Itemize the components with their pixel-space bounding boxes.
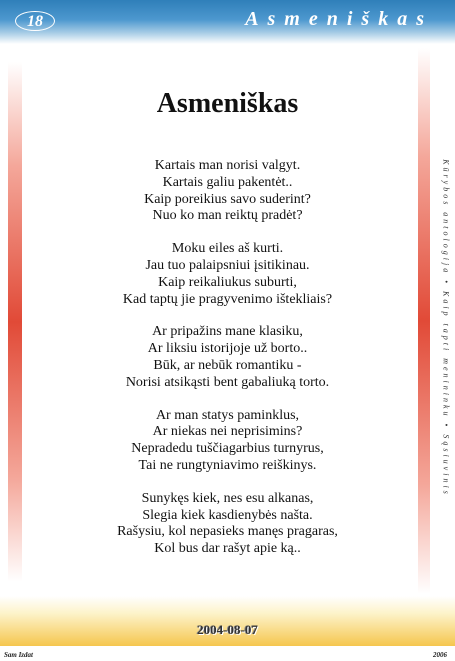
publisher-label: Sam Izdat [4,651,33,659]
poem-line: Ar liksiu istorijoje už borto.. [147,341,308,357]
poem-line: Ar man statys paminklus, [155,407,300,423]
poem-line: Nuo ko man reiktų pradėt? [152,208,303,224]
stanza [40,158,415,225]
poem-line: Sunykęs kiek, nes esu alkanas, [141,490,314,506]
header-title: Asmeniškas [245,8,433,30]
poem-line: Kartais galiu pakentėt.. [162,174,293,190]
header-bar [0,0,455,44]
side-vertical-text: Kūrybos antologija • Kaip tapti menininku • Sąsiuvinis [441,159,451,497]
poem-line: Kartais man norisi valgyt. [154,158,301,173]
poem-line: Jau tuo palaipsniui įsitikinau. [145,257,310,273]
poem-line: Kaip poreikius savo suderint? [144,191,311,207]
poem-line: Kad taptų jie pragyvenimo ištekliais? [122,291,333,307]
poem-line: Slegia kiek kasdienybės našta. [142,507,313,523]
poem-line: Kol bus dar rašyt apie ką.. [154,541,301,557]
left-decorative-bar [8,62,22,582]
stanza [40,491,415,558]
stanza [40,408,415,475]
poem-line: Būk, ar nebūk romantiku - [153,357,302,373]
page-number-badge: 18 [15,11,55,31]
poem-line: Ar pripažins mane klasiku, [152,324,303,340]
right-decorative-bar [418,48,430,594]
poem-body [40,158,415,574]
footer-bar [0,596,455,646]
stanza [40,324,415,391]
poem-line: Ar niekas nei neprisimins? [152,424,303,440]
poem-line: Rašysiu, kol nepasieks manęs pragaras, [117,524,338,540]
poem-title: Asmeniškas [156,88,299,119]
poem-line: Norisi atsikąsti bent gabaliuką torto. [125,374,330,390]
poem-line: Moku eiles aš kurti. [171,241,284,257]
stanza [40,241,415,308]
poem-line: Kaip reikaliukus suburti, [158,274,297,290]
publication-date: 2004-08-07 [197,622,258,637]
poem-line: Nepradedu tuščiagarbius turnyrus, [131,441,324,457]
poem-line: Tai ne rungtyniavimo reiškinys. [138,457,317,473]
year-label: 2006 [433,651,447,659]
